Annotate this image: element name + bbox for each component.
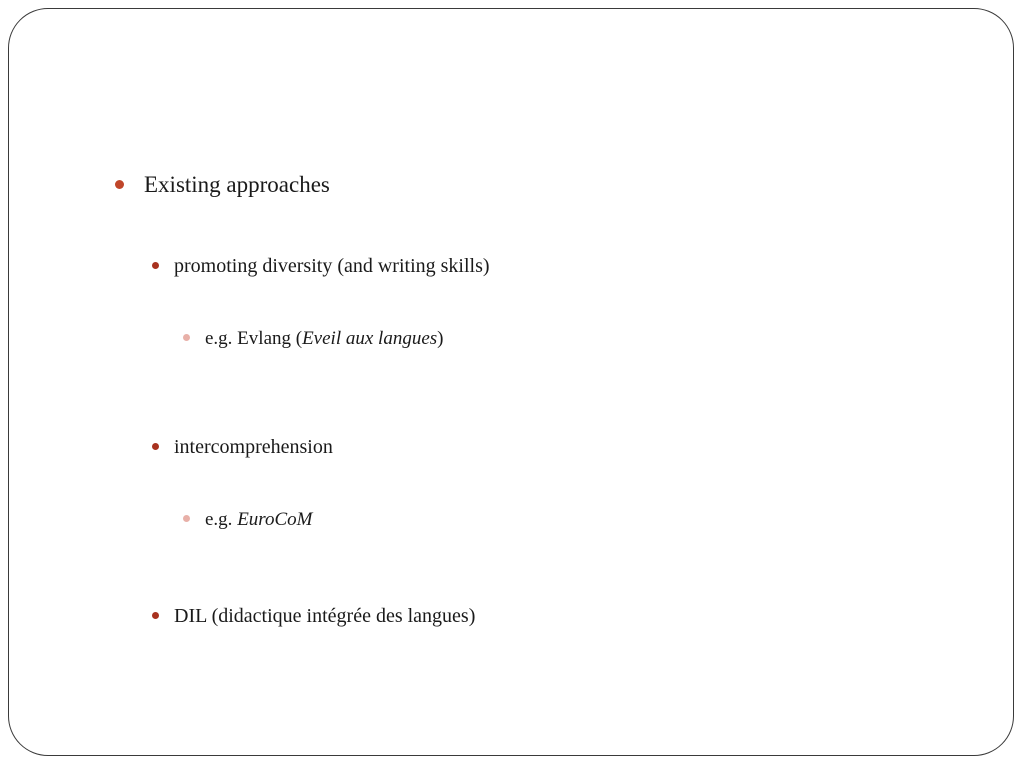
example-italic: Eveil aux langues	[302, 328, 438, 349]
example-suffix: )	[437, 328, 444, 349]
bullet-label: Existing approaches	[144, 172, 330, 197]
bullet-dot-icon	[115, 180, 124, 189]
bullet-dot-icon	[183, 334, 190, 341]
bullet-intercomprehension	[174, 437, 333, 457]
slide-frame	[8, 8, 1014, 756]
bullet-example-evlang	[205, 329, 443, 348]
bullet-label: promoting diversity (and writing skills)	[174, 255, 490, 277]
bullet-dot-icon	[183, 515, 190, 522]
bullet-dot-icon	[152, 262, 159, 269]
bullet-existing-approaches	[144, 173, 330, 196]
example-italic: EuroCoM	[237, 509, 313, 530]
example-prefix: e.g. Evlang (	[205, 328, 303, 349]
bullet-example-eurocom	[205, 510, 312, 529]
bullet-dil	[174, 606, 475, 626]
bullet-label: DIL (didactique intégrée des langues)	[174, 605, 476, 627]
bullet-label: intercomprehension	[174, 436, 333, 458]
example-prefix: e.g.	[205, 509, 238, 530]
bullet-promoting-diversity	[174, 256, 490, 276]
bullet-dot-icon	[152, 443, 159, 450]
bullet-dot-icon	[152, 612, 159, 619]
